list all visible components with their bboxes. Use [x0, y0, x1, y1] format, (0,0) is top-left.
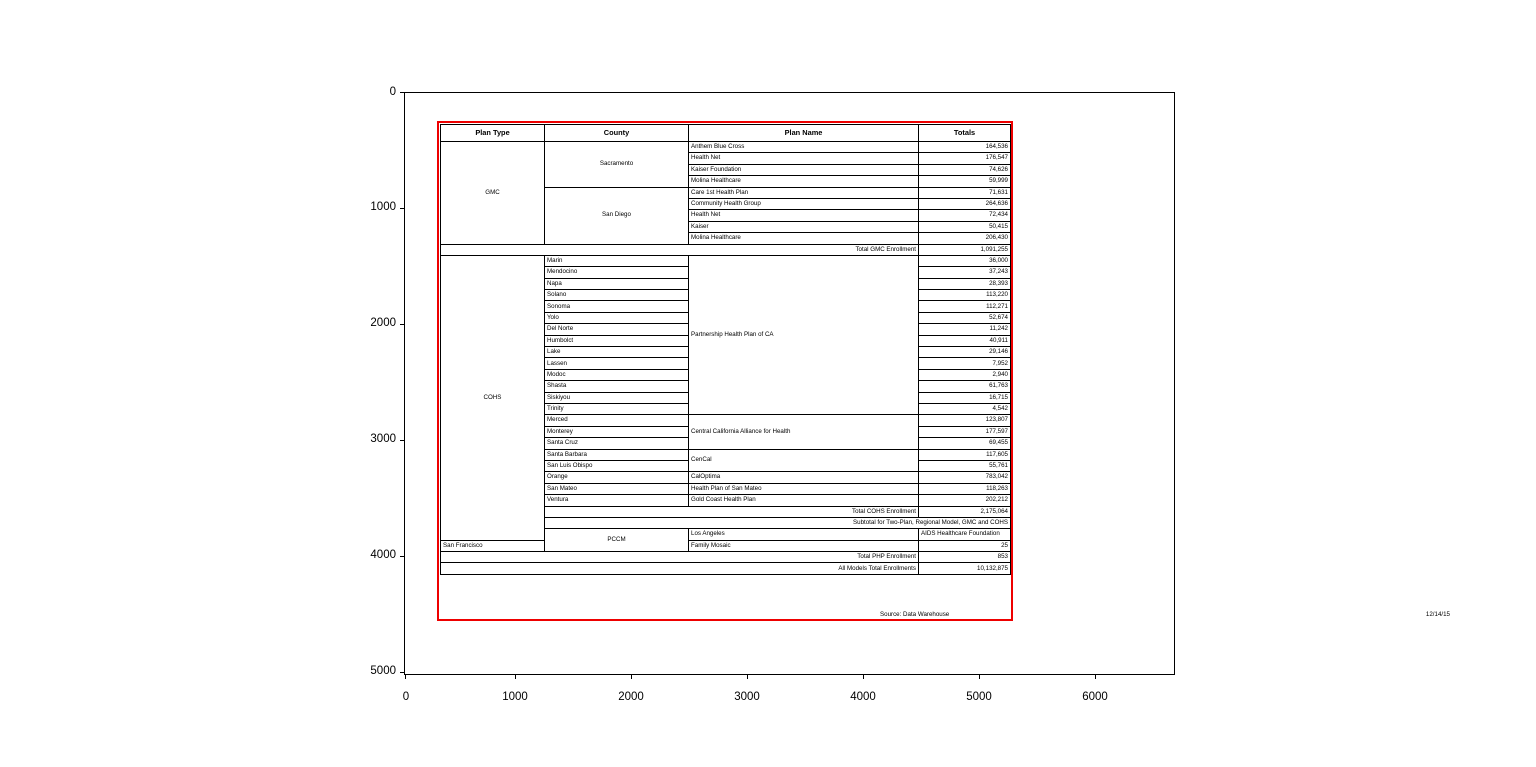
col-header-plan-type: Plan Type: [441, 125, 545, 142]
enrollment-table: [440, 124, 1011, 575]
county-name: Napa: [545, 278, 689, 289]
total-value: 264,636: [919, 198, 1011, 209]
enrollment-report-document: [440, 124, 1450, 618]
county-name: Modoc: [545, 369, 689, 380]
county-name: Solano: [545, 290, 689, 301]
grand-total-row: [441, 563, 1011, 574]
total-value: 118,263: [919, 483, 1011, 494]
county-name: Santa Barbara: [545, 449, 689, 460]
y-tick-2000: 2000: [370, 317, 396, 329]
total-value: 72,434: [919, 210, 1011, 221]
y-tick-1000: 1000: [370, 201, 396, 213]
total-value: 28,393: [919, 278, 1011, 289]
total-value: 69,455: [919, 438, 1011, 449]
x-tick-mark-0: [405, 675, 406, 679]
plan-name: Health Net: [689, 153, 919, 164]
table-row: [441, 255, 1011, 266]
y-tick-mark-1000: [400, 208, 404, 209]
county-name: Humbolct: [545, 335, 689, 346]
plan-name: Kaiser Foundation: [689, 164, 919, 175]
x-tick-2000: 2000: [618, 691, 644, 703]
x-tick-5000: 5000: [966, 691, 992, 703]
plan-name: Care 1st Health Plan: [689, 187, 919, 198]
plan-type-cohs: COHS: [441, 255, 545, 540]
plan-type-gmc: GMC: [441, 142, 545, 245]
total-value: 2,940: [919, 369, 1011, 380]
county-name: Siskiyou: [545, 392, 689, 403]
county-name: San Francisco: [441, 540, 545, 551]
county-name: Santa Cruz: [545, 438, 689, 449]
x-tick-mark-5000: [979, 675, 980, 679]
x-tick-4000: 4000: [850, 691, 876, 703]
plan-name: Molina Healthcare: [689, 233, 919, 244]
total-value: 71,631: [919, 187, 1011, 198]
total-value: 29,146: [919, 347, 1011, 358]
table-header-row: [441, 125, 1011, 142]
subtotal-value-cohs: 2,175,064: [919, 506, 1011, 517]
total-value: 11,242: [919, 324, 1011, 335]
x-tick-3000: 3000: [734, 691, 760, 703]
table-row: [441, 540, 1011, 551]
y-tick-3000: 3000: [370, 433, 396, 445]
county-name: Orange: [545, 472, 689, 483]
total-value: 164,536: [919, 142, 1011, 153]
plan-name: Gold Coast Health Plan: [689, 495, 919, 506]
x-tick-mark-2000: [631, 675, 632, 679]
total-value: 202,212: [919, 495, 1011, 506]
county-sacramento: Sacramento: [545, 142, 689, 188]
total-value: 177,597: [919, 426, 1011, 437]
county-name: Ventura: [545, 495, 689, 506]
county-name: Lake: [545, 347, 689, 358]
total-value: 117,605: [919, 449, 1011, 460]
subtotal-row-pccm: [441, 552, 1011, 563]
grand-subtotal-label: Subtotal for Two-Plan, Regional Model, GMC and COHS: [545, 517, 1011, 528]
plan-name: AIDS Healthcare Foundation: [919, 529, 1011, 540]
total-value: 176,547: [919, 153, 1011, 164]
county-name: San Mateo: [545, 483, 689, 494]
county-name: Marin: [545, 255, 689, 266]
county-name: Sonoma: [545, 301, 689, 312]
col-header-county: County: [545, 125, 689, 142]
subtotal-row-gmc: [441, 244, 1011, 255]
county-san-diego: San Diego: [545, 187, 689, 244]
x-tick-1000: 1000: [502, 691, 528, 703]
total-value: 55,761: [919, 460, 1011, 471]
y-tick-mark-5000: [400, 672, 404, 673]
total-value: 40,911: [919, 335, 1011, 346]
plan-name: CalOptima: [689, 472, 919, 483]
county-name: Los Angeles: [689, 529, 919, 540]
county-name: Lassen: [545, 358, 689, 369]
x-tick-mark-4000: [863, 675, 864, 679]
county-name: Del Norte: [545, 324, 689, 335]
total-value: 113,220: [919, 290, 1011, 301]
plan-name: Partnership Health Plan of CA: [689, 255, 919, 414]
y-tick-5000: 5000: [370, 665, 396, 677]
x-tick-6000: 6000: [1082, 691, 1108, 703]
total-value: 74,626: [919, 164, 1011, 175]
plan-name: Kaiser: [689, 221, 919, 232]
total-value: 16,715: [919, 392, 1011, 403]
total-value: 50,415: [919, 221, 1011, 232]
county-name: Monterey: [545, 426, 689, 437]
col-header-plan-name: Plan Name: [689, 125, 919, 142]
total-value: 61,763: [919, 381, 1011, 392]
plan-name: Community Health Group: [689, 198, 919, 209]
total-value: 7,952: [919, 358, 1011, 369]
total-value: 37,243: [919, 267, 1011, 278]
subtotal-label-gmc: Total GMC Enrollment: [441, 244, 919, 255]
y-tick-mark-4000: [400, 556, 404, 557]
y-tick-0: 0: [389, 86, 396, 98]
county-name: Merced: [545, 415, 689, 426]
plan-name: Family Mosaic: [689, 540, 919, 551]
total-value: 25: [919, 540, 1011, 551]
total-value: 36,000: [919, 255, 1011, 266]
source-footer: [880, 610, 1450, 618]
grand-total-label: All Models Total Enrollments: [441, 563, 919, 574]
county-name: San Luis Obispo: [545, 460, 689, 471]
total-value: 52,674: [919, 312, 1011, 323]
source-label: Source: Data Warehouse: [880, 610, 950, 618]
col-header-totals: Totals: [919, 125, 1011, 142]
subtotal-label-cohs: Total COHS Enrollment: [545, 506, 919, 517]
x-tick-mark-6000: [1095, 675, 1096, 679]
plan-name: CenCal: [689, 449, 919, 472]
x-tick-mark-3000: [747, 675, 748, 679]
county-name: Mendocino: [545, 267, 689, 278]
plan-name: Health Net: [689, 210, 919, 221]
plan-type-pccm: PCCM: [545, 529, 689, 552]
y-tick-mark-0: [400, 92, 404, 93]
x-tick-0: 0: [402, 691, 410, 703]
y-tick-mark-2000: [400, 324, 404, 325]
total-value: 123,807: [919, 415, 1011, 426]
x-tick-mark-1000: [515, 675, 516, 679]
total-value: 4,542: [919, 403, 1011, 414]
total-value: 59,999: [919, 176, 1011, 187]
plan-name: Central California Alliance for Health: [689, 415, 919, 449]
county-name: Yolo: [545, 312, 689, 323]
plan-name: Molina Healthcare: [689, 176, 919, 187]
total-value: 206,430: [919, 233, 1011, 244]
source-date: 12/14/15: [1425, 610, 1450, 618]
plan-name: Anthem Blue Cross: [689, 142, 919, 153]
county-name: Shasta: [545, 381, 689, 392]
y-tick-4000: 4000: [370, 549, 396, 561]
total-value: 783,042: [919, 472, 1011, 483]
grand-total-value: 10,132,875: [919, 563, 1011, 574]
subtotal-value-pccm: 853: [919, 552, 1011, 563]
table-row: [441, 142, 1011, 153]
subtotal-value-gmc: 1,091,255: [919, 244, 1011, 255]
subtotal-label-pccm: Total PHP Enrollment: [441, 552, 919, 563]
y-tick-mark-3000: [400, 440, 404, 441]
plan-name: Health Plan of San Mateo: [689, 483, 919, 494]
county-name: Trinity: [545, 403, 689, 414]
total-value: 112,271: [919, 301, 1011, 312]
